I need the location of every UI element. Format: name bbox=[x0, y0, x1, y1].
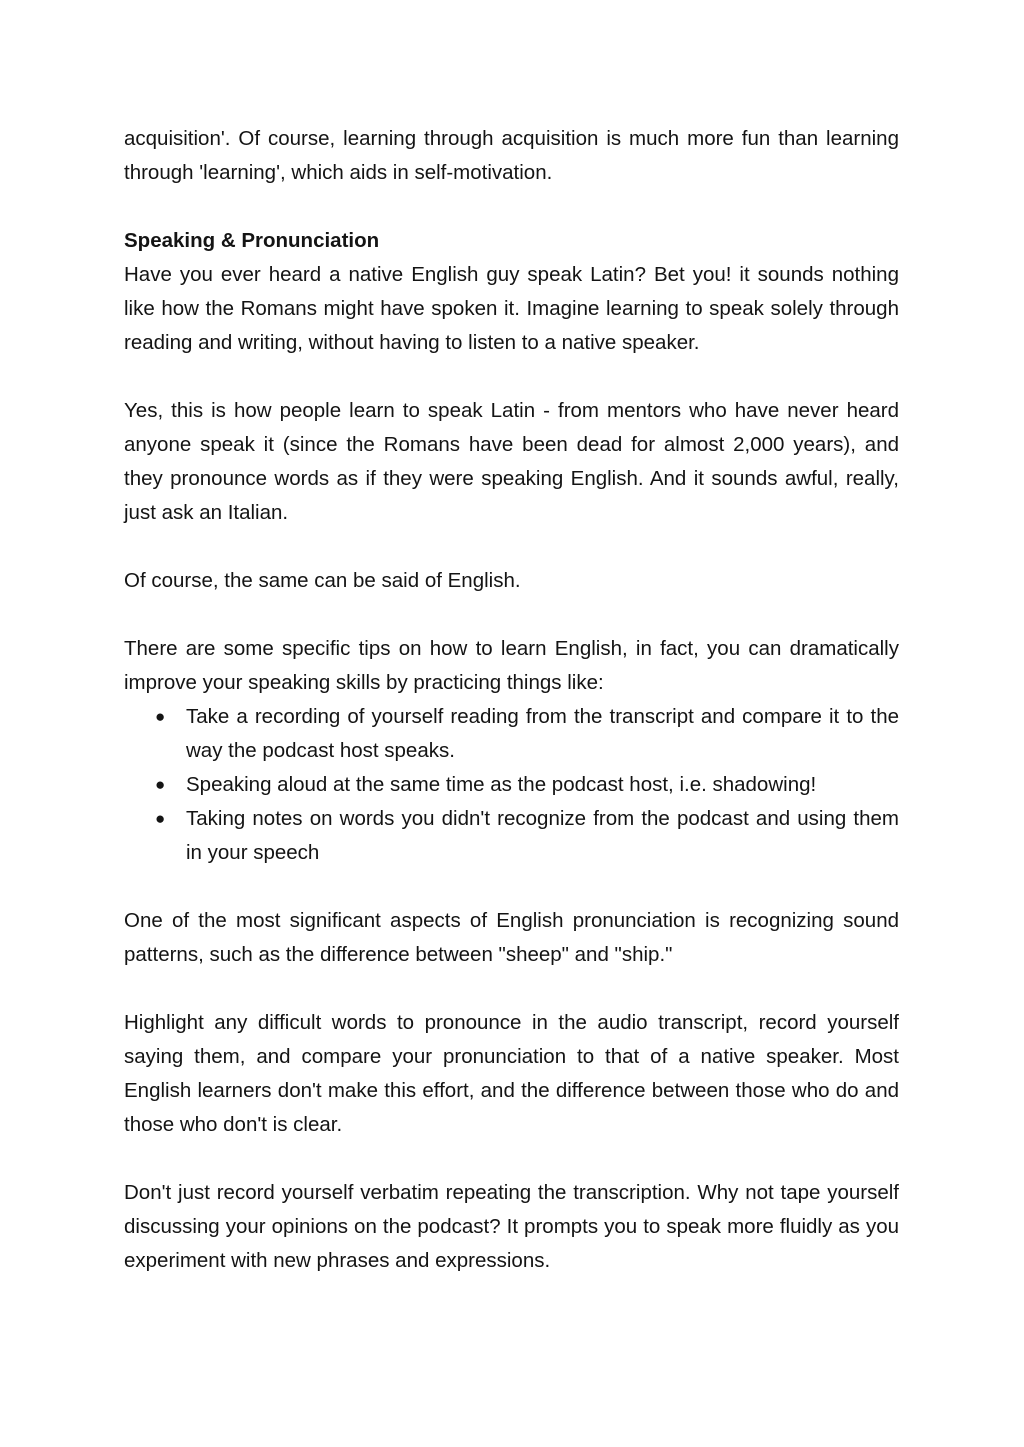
bullet-dot-icon: ● bbox=[155, 775, 166, 794]
paragraph-same-for-english: Of course, the same can be said of English. bbox=[124, 569, 521, 592]
tip-text: Taking notes on words you didn't recognize from the podcast and using them in your speech bbox=[186, 807, 899, 864]
intro-continuation-paragraph: acquisition'. Of course, learning through acquisition is much more fun than learning through 'learning', which aids in self-motivation. bbox=[124, 127, 899, 184]
paragraph-record-opinions: Don't just record yourself verbatim repeating the transcription. Why not tape yourself discussing your opinions on the podcast? It prompts you to speak more fluidly as you experiment with new phrases and expressions. bbox=[124, 1181, 899, 1272]
tips-list-item bbox=[124, 700, 899, 768]
tip-text: Take a recording of yourself reading from the transcript and compare it to the way the podcast host speaks. bbox=[186, 705, 899, 762]
bullet-dot-icon: ● bbox=[155, 707, 166, 726]
tips-list bbox=[124, 700, 899, 870]
tips-list-item bbox=[124, 802, 899, 870]
tips-list-item bbox=[124, 768, 899, 802]
paragraph-highlight-words: Highlight any difficult words to pronounce in the audio transcript, record yourself saying them, and compare your pronunciation to that of a native speaker. Most English learners don't make this effort, and the difference between those who do and those who don't is clear. bbox=[124, 1011, 899, 1136]
section-heading: Speaking & Pronunciation bbox=[124, 229, 380, 252]
paragraph-tips-intro: There are some specific tips on how to learn English, in fact, you can dramatically improve your speaking skills by practicing things like: bbox=[124, 637, 899, 694]
paragraph-native-latin: Have you ever heard a native English guy speak Latin? Bet you! it sounds nothing like how the Romans might have spoken it. Imagine learning to speak solely through reading and writing, without having to listen to a native speaker. bbox=[124, 263, 899, 354]
paragraph-latin-mentors: Yes, this is how people learn to speak Latin - from mentors who have never heard anyone speak it (since the Romans have been dead for almost 2,000 years), and they pronounce words as if they were speaking English. And it sounds awful, really, just ask an Italian. bbox=[124, 399, 899, 524]
bullet-dot-icon: ● bbox=[155, 809, 166, 828]
tip-text: Speaking aloud at the same time as the podcast host, i.e. shadowing! bbox=[186, 773, 817, 796]
paragraph-sound-patterns: One of the most significant aspects of English pronunciation is recognizing sound patterns, such as the difference between "sheep" and "ship." bbox=[124, 909, 899, 966]
document-page bbox=[124, 122, 899, 1312]
